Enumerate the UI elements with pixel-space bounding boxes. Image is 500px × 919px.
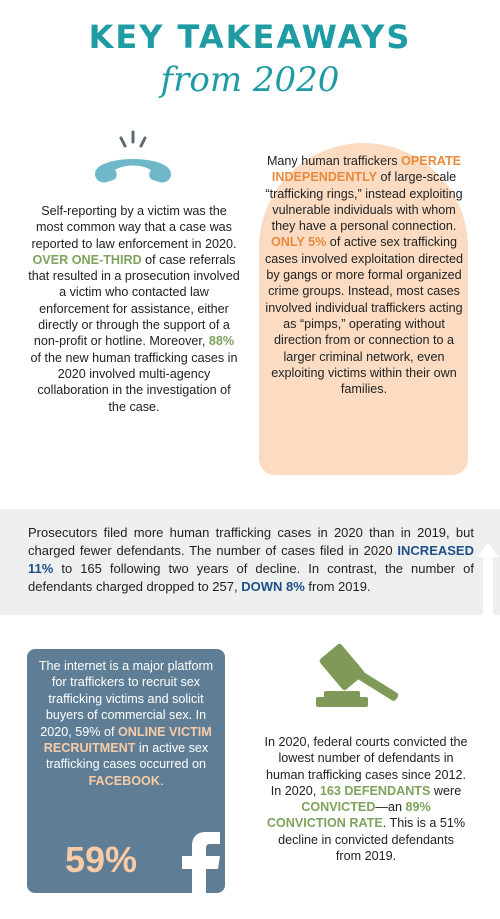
prosecutors-part-2: to 165 following two years of decline. In contrast, the number of defendants charged dropped to 257, (28, 561, 474, 594)
increased-highlight: INCREASED 11% (28, 543, 474, 576)
eighty-eight-percent-highlight: 88% (208, 334, 235, 349)
convicted-highlight: CONVICTED (301, 800, 376, 815)
self-reporting-text (28, 203, 240, 415)
self-reporting-part-3: of the new human trafficking cases in 2020 involved multi-agency collaboration in the investigation of the case. (30, 350, 238, 414)
gavel-icon (310, 633, 426, 709)
prosecutors-part-3: from 2019. (304, 579, 371, 594)
page-title: KEY TAKEAWAYS (88, 18, 412, 56)
self-reporting-part-1: Self-reporting by a victim was the most common way that a case was reported to law enforcement in 2020. (31, 204, 237, 251)
down-highlight: DOWN 8% (241, 579, 305, 594)
over-one-third-highlight: OVER ONE-THIRD (32, 252, 142, 267)
online-victim-recruitment-highlight: ONLINE VICTIM RECRUITMENT (43, 724, 212, 756)
convictions-part-4: . This is a 51% decline in convicted defendants from 2019. (278, 816, 466, 864)
convictions-part-2: were (430, 783, 462, 798)
prosecutors-part-1: Prosecutors filed more human trafficking cases in 2020 than in 2019, but charged fewer defendants. The number of cases filed in 2020 (28, 525, 474, 558)
convictions-text (264, 734, 468, 864)
prosecutors-text (28, 524, 474, 596)
independent-part-2: of large-scale “trafficking rings,” instead exploiting vulnerable individuals with whom they have a personal connection. (265, 170, 463, 234)
telephone-icon (85, 128, 181, 192)
convictions-part-1: In 2020, federal courts convicted the lowest number of defendants in human trafficking cases since 2012. In 2020, (264, 735, 468, 798)
internet-part-2: in active sex trafficking cases occurred on (45, 741, 209, 772)
operate-independently-highlight: OPERATE INDEPENDENTLY (271, 154, 462, 185)
conviction-rate-highlight: 89% CONVICTION RATE (266, 800, 431, 831)
self-reporting-part-2: of case referrals that resulted in a prosecution involved a victim who contacted law enforcement for assistance, either directly or through the support of a non-profit or hotline. Moreover, (28, 252, 240, 349)
convictions-part-3: —an (375, 800, 406, 815)
defendants-highlight: 163 DEFENDANTS (319, 783, 431, 798)
big-percentage: 59% (65, 839, 138, 880)
independent-part-1: Many human traffickers (266, 154, 402, 168)
only-five-percent-highlight: ONLY 5% (271, 235, 327, 250)
up-arrow-icon (476, 541, 500, 615)
independent-traffickers-text (264, 153, 464, 397)
facebook-icon (176, 832, 222, 893)
page-subtitle: from 2020 (160, 60, 340, 100)
internet-part-1: The internet is a major platform for traffickers to recruit sex trafficking victims and solicit buyers of commercial sex. In 2020, 59% of (38, 659, 214, 739)
internet-part-3: . (159, 773, 164, 788)
internet-text (33, 658, 219, 789)
facebook-highlight: FACEBOOK (88, 773, 160, 788)
independent-part-3: of active sex trafficking cases involved exploitation directed by gangs or more formal organized crime groups. Instead, most cases involved individual traffickers acting as “pimps,” operating without direction from or connection to a larger criminal network, even exploiting victims within their own families. (264, 235, 464, 397)
